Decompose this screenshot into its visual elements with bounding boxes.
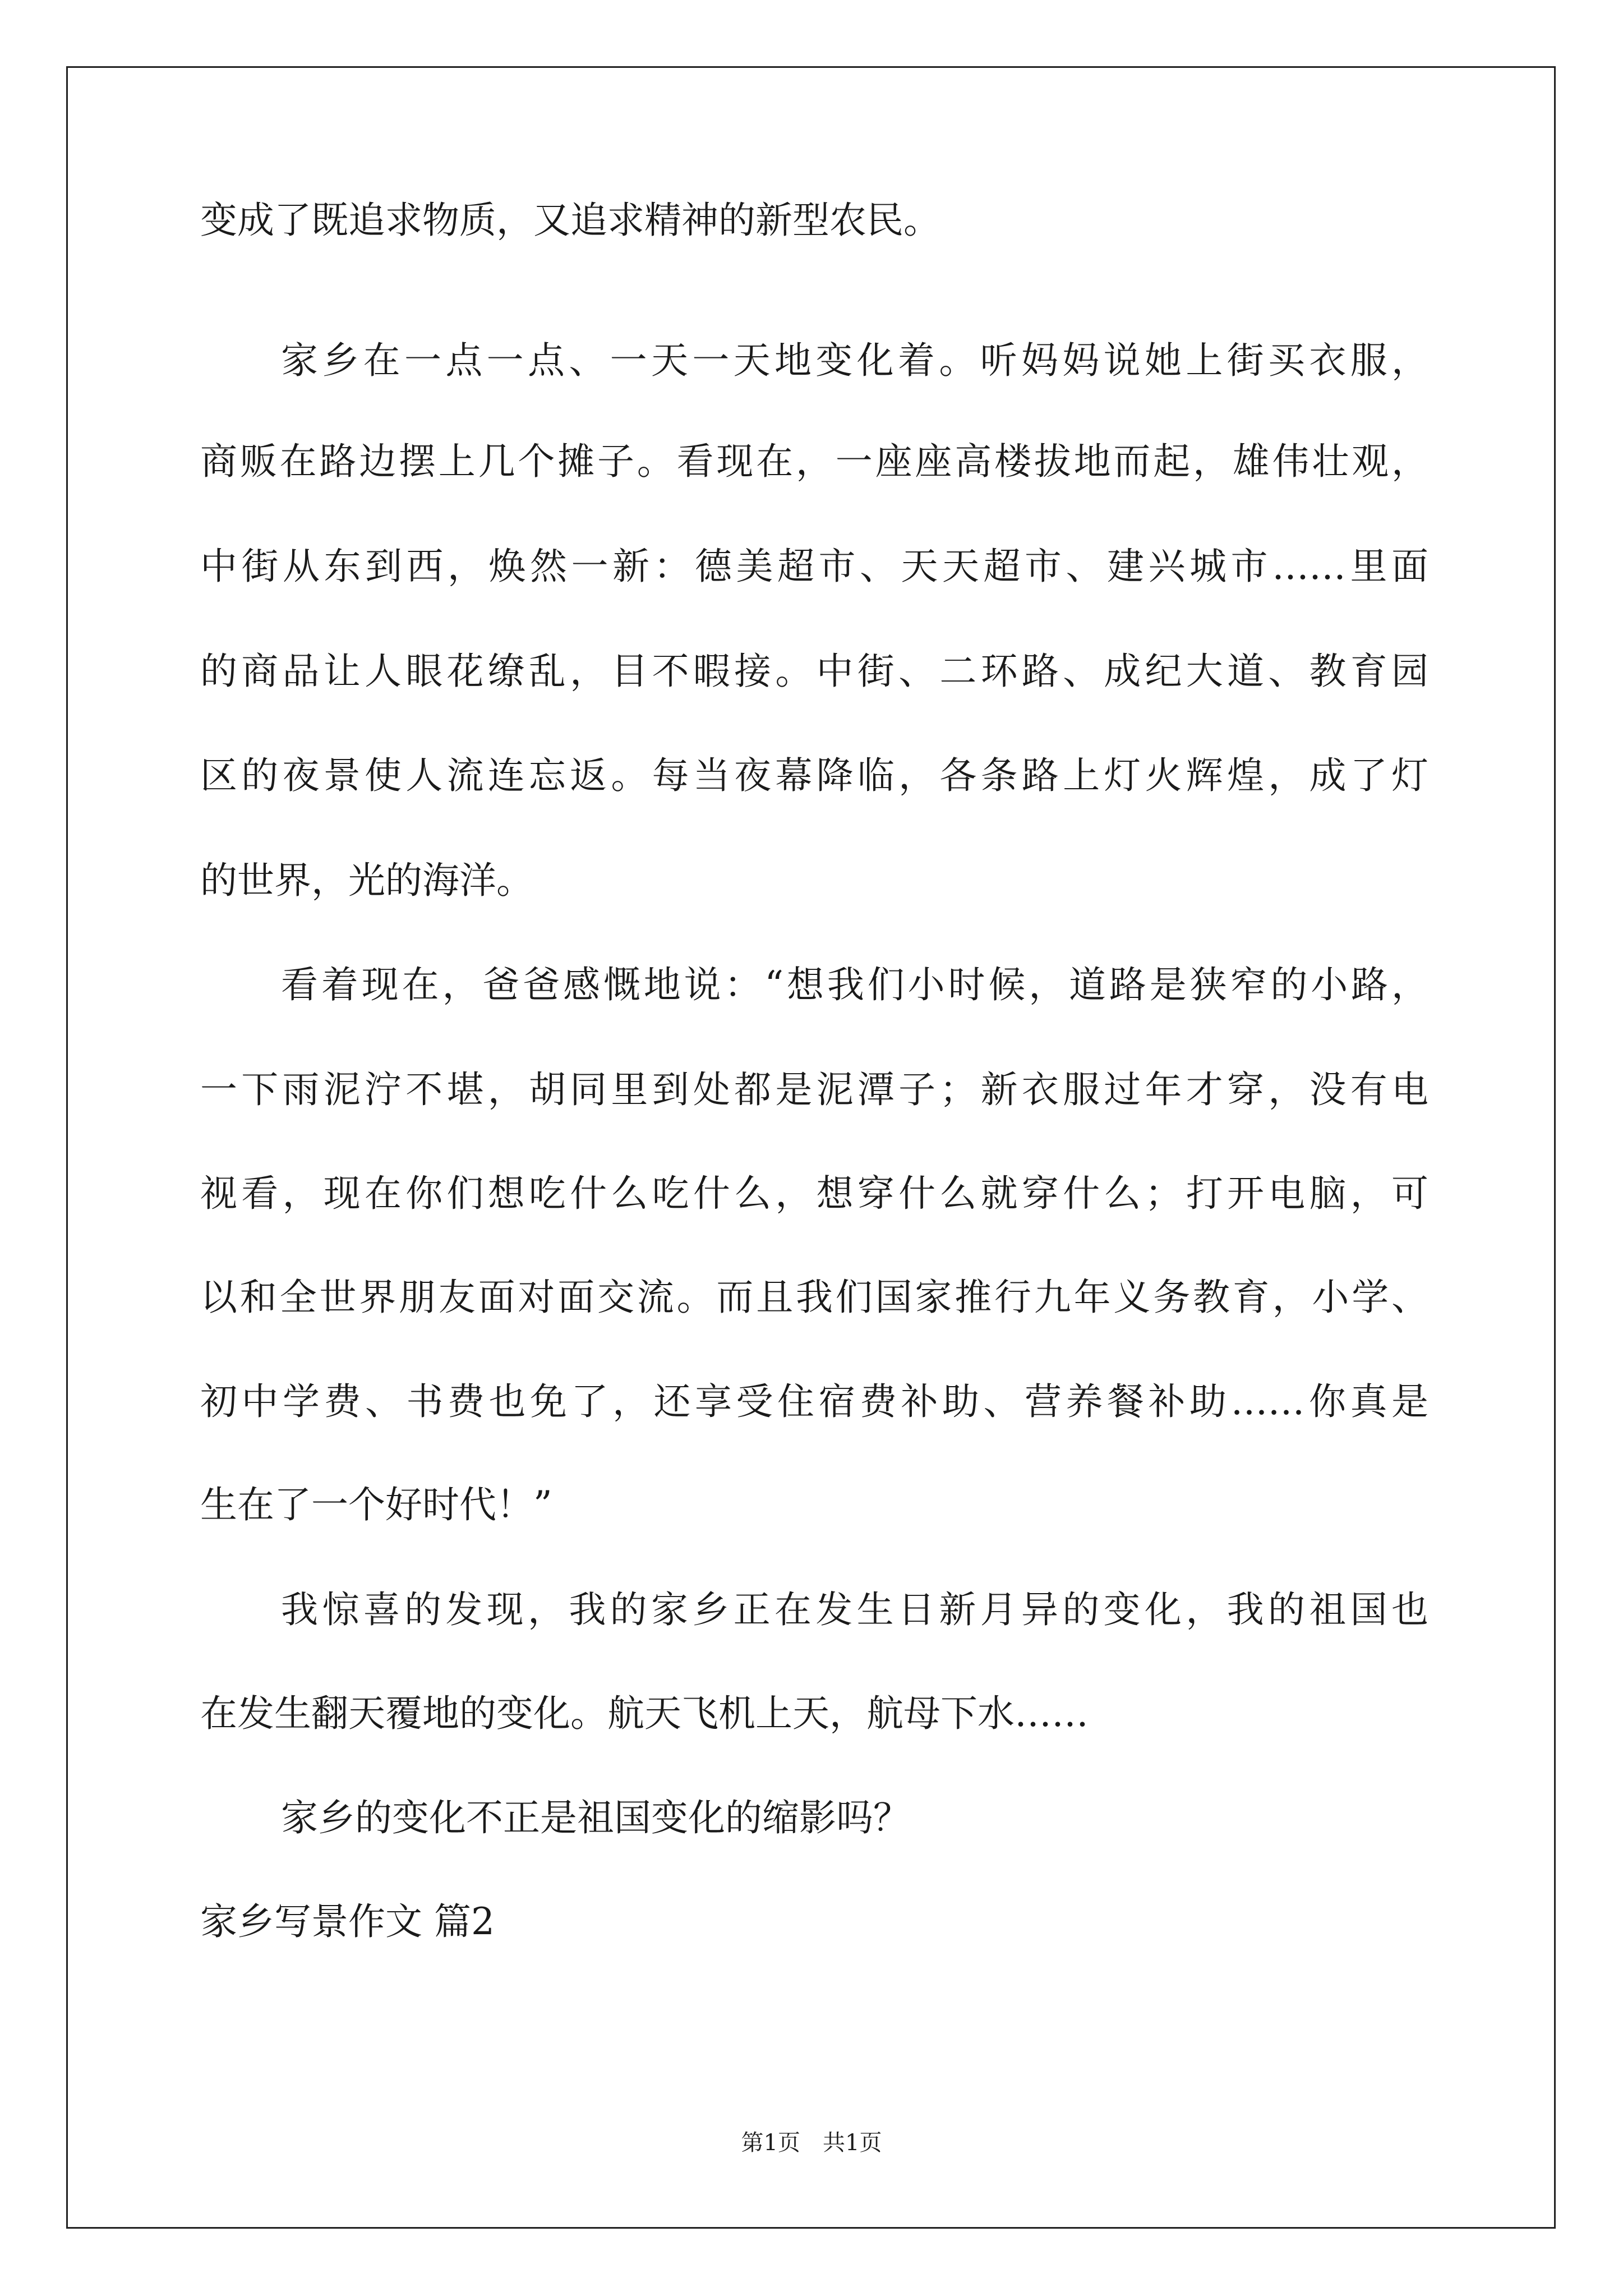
body-text-line: 变成了既追求物质，又追求精神的新型农民。 bbox=[200, 199, 940, 242]
body-text-line: 区的夜景使人流连忘返。每当夜幕降临，各条路上灯火辉煌，成了灯 bbox=[200, 754, 1428, 797]
body-text-line: 视看，现在你们想吃什么吃什么，想穿什么就穿什么；打开电脑，可 bbox=[200, 1172, 1428, 1215]
paragraph-first-line: 看着现在，爸爸感慨地说：“想我们小时候，道路是狭窄的小路， bbox=[281, 963, 1428, 1006]
paragraph-first-line: 我惊喜的发现，我的家乡正在发生日新月异的变化，我的祖国也 bbox=[281, 1588, 1428, 1631]
body-text-line: 商贩在路边摆上几个摊子。看现在，一座座高楼拔地而起，雄伟壮观， bbox=[200, 440, 1428, 483]
body-text-line: 中街从东到西，焕然一新：德美超市、天天超市、建兴城市……里面 bbox=[200, 545, 1428, 588]
body-text-line: 一下雨泥泞不堪，胡同里到处都是泥潭子；新衣服过年才穿，没有电 bbox=[200, 1068, 1428, 1111]
body-text-line: 生在了一个好时代！” bbox=[200, 1483, 552, 1526]
body-text-line: 的世界，光的海洋。 bbox=[200, 859, 533, 902]
page-footer: 第1页 共1页 bbox=[741, 2130, 882, 2156]
body-text-line: 以和全世界朋友面对面交流。而且我们国家推行九年义务教育，小学、 bbox=[200, 1276, 1428, 1319]
section-heading: 家乡写景作文 篇2 bbox=[200, 1900, 495, 1943]
body-text-line: 的商品让人眼花缭乱，目不暇接。中街、二环路、成纪大道、教育园 bbox=[200, 650, 1428, 693]
paragraph-first-line: 家乡的变化不正是祖国变化的缩影吗？ bbox=[281, 1796, 910, 1839]
body-text-line: 初中学费、书费也免了，还享受住宿费补助、营养餐补助……你真是 bbox=[200, 1380, 1428, 1423]
body-text-line: 在发生翻天覆地的变化。航天飞机上天，航母下水…… bbox=[200, 1692, 1089, 1735]
paragraph-first-line: 家乡在一点一点、一天一天地变化着。听妈妈说她上街买衣服， bbox=[281, 339, 1428, 382]
